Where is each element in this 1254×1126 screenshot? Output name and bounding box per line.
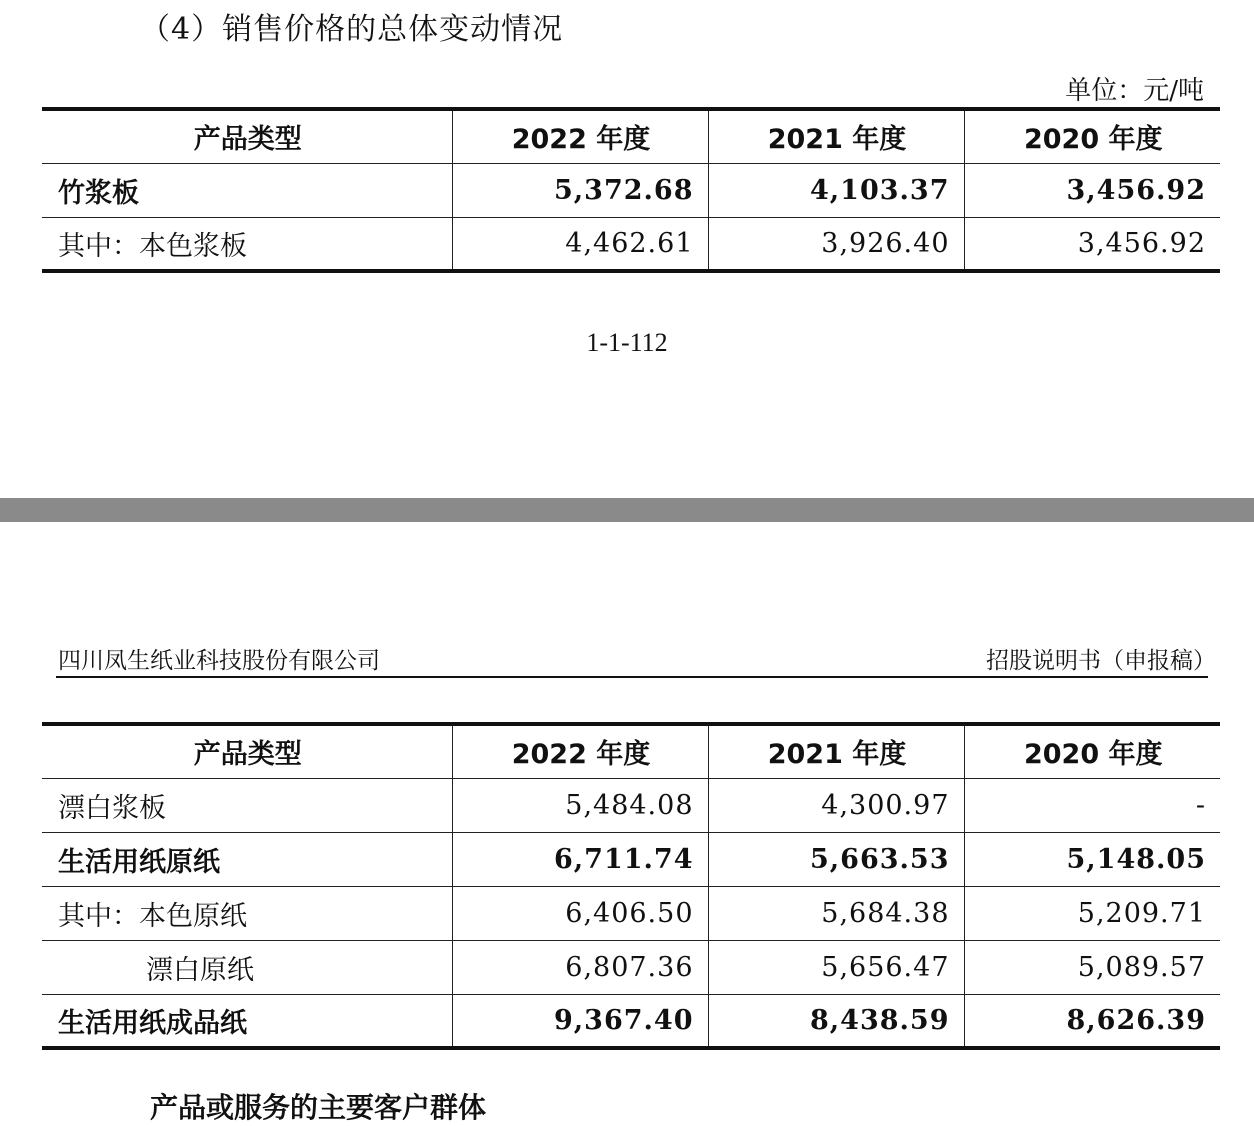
price-cell-2022: 5,484.08 xyxy=(452,778,708,832)
unit-label: 单位：元/吨 xyxy=(1065,76,1204,106)
header-2021: 2021 年度 xyxy=(708,109,964,163)
product-name-cell: 生活用纸成品纸 xyxy=(42,994,452,1048)
price-cell-2021: 3,926.40 xyxy=(708,217,964,271)
table-row xyxy=(42,994,1220,1048)
price-cell-2020: 5,209.71 xyxy=(964,886,1220,940)
header-product-type: 产品类型 xyxy=(42,109,452,163)
price-cell-2020: 5,148.05 xyxy=(964,832,1220,886)
product-name-cell: 其中：本色浆板 xyxy=(42,217,452,271)
price-cell-2022: 6,406.50 xyxy=(452,886,708,940)
next-section-heading-clipped: 产品或服务的主要客户群体 xyxy=(150,1091,487,1124)
price-cell-2021: 5,656.47 xyxy=(708,940,964,994)
product-name-cell: 漂白浆板 xyxy=(42,778,452,832)
price-cell-2022: 6,807.36 xyxy=(452,940,708,994)
header-2022: 2022 年度 xyxy=(452,724,708,778)
table-header-row xyxy=(42,109,1220,163)
price-cell-2021: 8,438.59 xyxy=(708,994,964,1048)
table-row xyxy=(42,163,1220,217)
price-cell-2022: 4,462.61 xyxy=(452,217,708,271)
price-table-part2 xyxy=(42,722,1220,1050)
header-product-type: 产品类型 xyxy=(42,724,452,778)
header-rule xyxy=(56,676,1208,678)
company-name: 四川凤生纸业科技股份有限公司 xyxy=(58,648,380,674)
price-cell-2022: 9,367.40 xyxy=(452,994,708,1048)
table-header-row xyxy=(42,724,1220,778)
table-row xyxy=(42,886,1220,940)
table-row xyxy=(42,778,1220,832)
header-2021: 2021 年度 xyxy=(708,724,964,778)
table-row xyxy=(42,217,1220,271)
price-cell-2020: - xyxy=(964,778,1220,832)
price-cell-2021: 4,103.37 xyxy=(708,163,964,217)
product-name-cell: 生活用纸原纸 xyxy=(42,832,452,886)
price-cell-2022: 5,372.68 xyxy=(452,163,708,217)
product-name-cell: 漂白原纸 xyxy=(42,940,452,994)
price-cell-2021: 5,663.53 xyxy=(708,832,964,886)
document-title: 招股说明书（申报稿） xyxy=(986,648,1216,674)
header-2020: 2020 年度 xyxy=(964,724,1220,778)
price-cell-2022: 6,711.74 xyxy=(452,832,708,886)
table-row xyxy=(42,832,1220,886)
price-cell-2020: 5,089.57 xyxy=(964,940,1220,994)
price-cell-2020: 3,456.92 xyxy=(964,163,1220,217)
price-cell-2020: 8,626.39 xyxy=(964,994,1220,1048)
page-number: 1-1-112 xyxy=(586,328,668,357)
header-2020: 2020 年度 xyxy=(964,109,1220,163)
price-cell-2020: 3,456.92 xyxy=(964,217,1220,271)
product-name-cell: 其中：本色原纸 xyxy=(42,886,452,940)
price-table-part1 xyxy=(42,107,1220,273)
price-cell-2021: 5,684.38 xyxy=(708,886,964,940)
header-2022: 2022 年度 xyxy=(452,109,708,163)
section-title: （4）销售价格的总体变动情况 xyxy=(140,12,564,47)
product-name-cell: 竹浆板 xyxy=(42,163,452,217)
page-break-gap xyxy=(0,498,1254,522)
price-cell-2021: 4,300.97 xyxy=(708,778,964,832)
table-row xyxy=(42,940,1220,994)
